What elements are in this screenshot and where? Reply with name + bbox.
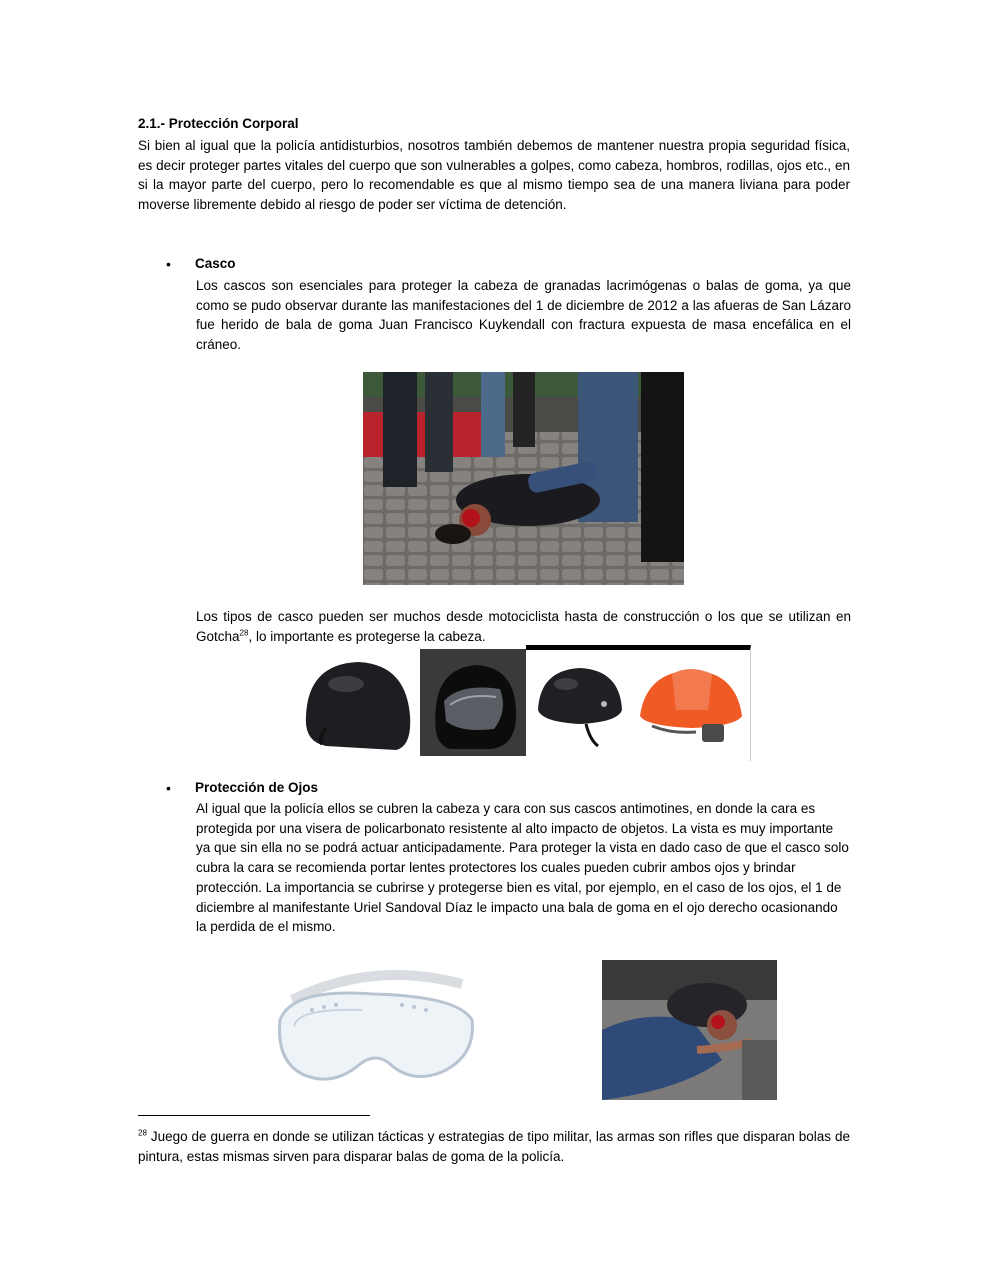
injured-eye-protester-illustration [602,960,777,1100]
half-helmet-image [526,645,632,761]
footnote [138,1127,850,1166]
casco-types-text: Los tipos de casco pueden ser muchos desde motociclista hasta de construcción o los que se utilizan en Gotcha [196,609,851,644]
bullet-title-casco: Casco [195,256,236,271]
footnote-reference[interactable]: 28 [239,628,249,638]
safety-goggles-image [272,960,478,1100]
military-helmet-icon [296,646,420,756]
injured-protester-illustration [363,372,684,585]
construction-helmet-icon [632,650,750,756]
footnote-number: 28 [138,1128,147,1138]
military-helmet-image [296,646,420,756]
casco-types-paragraph [196,607,851,646]
bullet-marker-2: • [166,780,171,796]
motorcycle-helmet-icon [420,649,526,756]
injured-protester-photo [363,372,684,585]
bullet-marker: • [166,256,171,272]
construction-helmet-image [632,645,751,761]
injured-eye-protester-photo [602,960,777,1100]
ojos-paragraph: Al igual que la policía ellos se cubren la cabeza y cara con sus cascos antimotines, en donde la cara es protegida por una visera de policarbonato resistente al alto impacto de objetos. La vista es muy importante ya que sin ella no se podrá actuar anticipadamente. Para proteger la vista en dado caso de que el casco solo cubra la cara se recomienda portar lentes protectores los cuales pueden cubrir ambos ojos y brindar protección. La importancia se cubrirse y protegerse bien es vital, por ejemplo, en el caso de los ojos, el 1 de diciembre al manifestante Uriel Sandoval Díaz le impacto una bala de goma en el ojo derecho ocasionando la perdida de el mismo. [196,801,849,935]
safety-goggles-icon [272,960,478,1100]
footnote-separator [138,1115,370,1116]
footnote-text: Juego de guerra en donde se utilizan tácticas y estrategias de tipo militar, las armas son rifles que disparan bolas de pintura, estas mismas sirven para disparar balas de goma de la policía. [138,1129,850,1164]
motorcycle-helmet-image [420,649,526,756]
section-title: 2.1.- Protección Corporal [138,116,299,131]
bullet-title-ojos: Protección de Ojos [195,780,319,795]
casco-paragraph: Los cascos son esenciales para proteger la cabeza de granadas lacrimógenas o balas de goma, ya que como se pudo observar durante las manifestaciones del 1 de diciembre de 2012 a las afueras de San Lázaro fue herido de bala de goma Juan Francisco Kuykendall con fractura expuesta de masa encefálica en el cráneo. [196,278,851,353]
intro-paragraph: Si bien al igual que la policía antidisturbios, nosotros también debemos de mantener nuestra propia seguridad física, es decir proteger partes vitales del cuerpo que son vulnerables a golpes, como cabeza, hombros, rodillas, ojos etc., en si la mayor parte del cuerpo, pero lo recomendable es que al mismo tiempo sea de una manera liviana para poder moverse libremente debido al riesgo de poder ser víctima de detención. [138,138,850,213]
casco-types-text-end: , lo importante es protegerse la cabeza. [248,628,486,644]
half-helmet-icon [526,650,632,756]
